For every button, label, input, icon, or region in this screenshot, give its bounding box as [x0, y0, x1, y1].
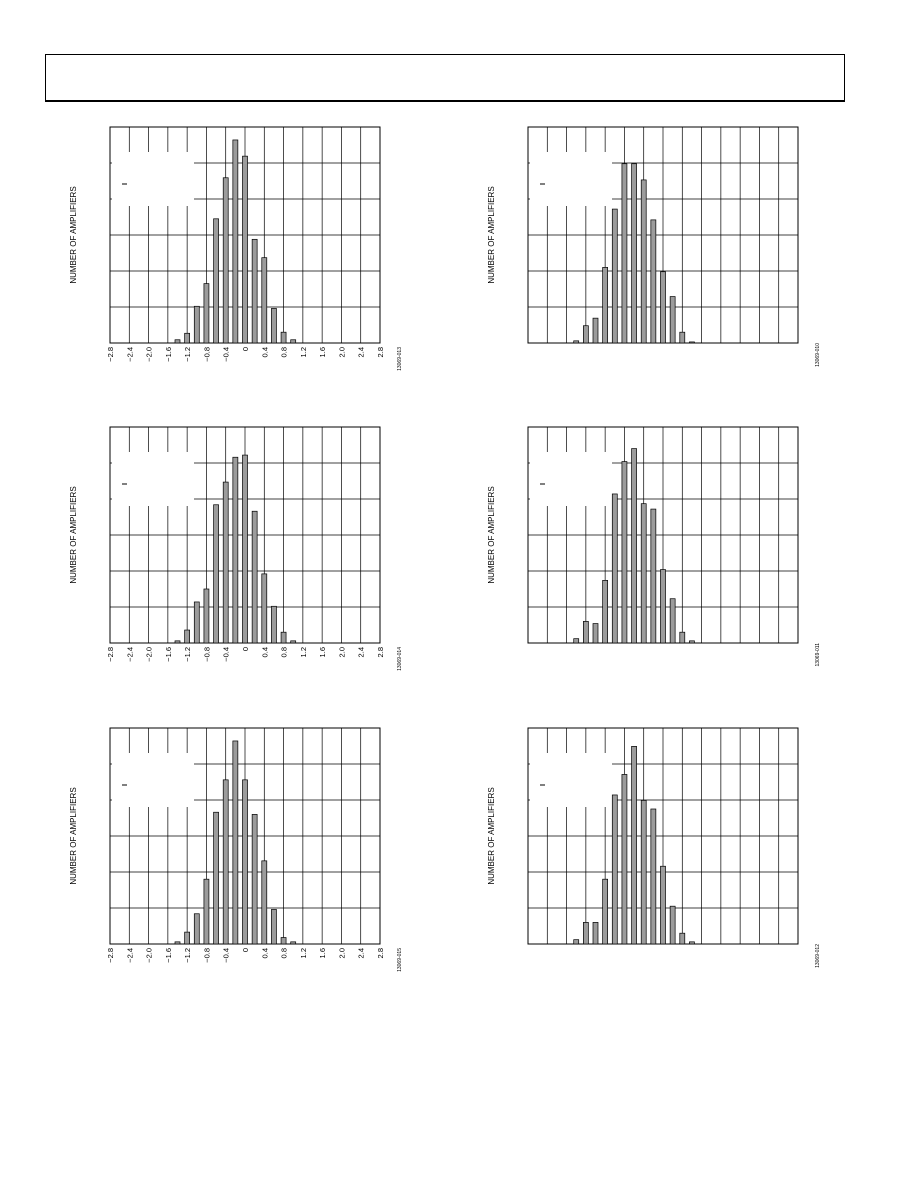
histogram-bar	[175, 942, 180, 944]
x-tick-label: −0.4	[221, 647, 231, 662]
x-tick-label: −0.8	[202, 948, 212, 963]
y-axis-label: NUMBER OF AMPLIFIERS	[487, 486, 496, 584]
x-tick-label: 2.0	[337, 347, 347, 358]
x-tick-label: −0.4	[221, 948, 231, 963]
x-tick-label: −1.2	[183, 948, 193, 963]
histogram-bar	[574, 341, 579, 343]
x-tick-label: 1.2	[298, 948, 308, 959]
x-tick-label: 0	[241, 948, 250, 953]
x-tick-label: 1.2	[298, 647, 308, 658]
x-tick-label: −2.8	[106, 948, 115, 963]
x-tick-label: 0.4	[260, 647, 270, 658]
histogram-chart-2	[487, 127, 821, 367]
histogram-bar	[271, 606, 276, 643]
histogram-bar	[603, 267, 608, 343]
x-tick-label: −2.0	[144, 347, 154, 362]
legend-area	[112, 452, 194, 506]
histogram-bar	[612, 795, 617, 944]
histogram-bar	[612, 494, 617, 643]
histogram-bar	[291, 942, 296, 944]
x-tick-label: −0.8	[202, 347, 212, 362]
histogram-bar	[689, 942, 694, 944]
histogram-bar	[583, 922, 588, 944]
legend-area	[530, 452, 612, 506]
histogram-bar	[670, 599, 675, 643]
histogram-bar	[194, 914, 199, 944]
histogram-bar	[223, 780, 228, 944]
histogram-bar	[243, 455, 248, 643]
y-axis-label: NUMBER OF AMPLIFIERS	[69, 186, 78, 284]
histogram-bar	[603, 879, 608, 944]
histogram-bar	[214, 505, 219, 643]
figure-id: 13069-010	[815, 343, 821, 367]
x-tick-label: 1.6	[318, 347, 328, 358]
histogram-bar	[243, 780, 248, 944]
histogram-bar	[214, 812, 219, 944]
x-tick-label: 2.8	[376, 647, 385, 658]
histogram-bar	[233, 140, 238, 343]
histogram-chart-4	[487, 427, 821, 667]
histogram-bar	[252, 511, 257, 643]
histogram-bar	[204, 284, 209, 343]
histogram-bar	[271, 909, 276, 944]
histogram-bar	[593, 318, 598, 343]
histogram-bar	[262, 574, 267, 643]
legend-area	[530, 753, 612, 807]
figure-id: 13069-012	[815, 944, 821, 968]
x-tick-label: 0.4	[260, 347, 270, 358]
histogram-bar	[252, 814, 257, 944]
histogram-bar	[670, 906, 675, 944]
histogram-bar	[204, 879, 209, 944]
histogram-bar	[185, 630, 190, 643]
x-tick-label: 0	[241, 347, 250, 352]
x-tick-label: −2.4	[125, 647, 135, 662]
histogram-chart-6	[487, 728, 821, 968]
histogram-bar	[680, 332, 685, 343]
histogram-bar	[574, 940, 579, 944]
histogram-bar	[641, 180, 646, 343]
histogram-bar	[661, 866, 666, 944]
x-tick-label: −1.2	[183, 647, 193, 662]
x-tick-label: −2.4	[125, 948, 135, 963]
histogram-bar	[204, 589, 209, 643]
y-axis-label: NUMBER OF AMPLIFIERS	[69, 486, 78, 584]
x-tick-label: 0.8	[279, 948, 289, 959]
histogram-bar	[622, 164, 627, 343]
histogram-bar	[680, 933, 685, 944]
x-tick-label: 0.8	[279, 347, 289, 358]
x-tick-label: 2.0	[337, 948, 347, 959]
figure-id: 13069-014	[397, 647, 403, 671]
figure-id: 13069-015	[397, 948, 403, 972]
histogram-bar	[243, 156, 248, 343]
histogram-bar	[233, 457, 238, 643]
histogram-bar	[670, 297, 675, 343]
x-tick-label: 2.4	[356, 347, 366, 358]
histogram-bar	[622, 462, 627, 643]
figure-id: 13069-013	[397, 347, 403, 371]
histogram-bar	[175, 340, 180, 343]
x-tick-label: −0.8	[202, 647, 212, 662]
y-axis-label: NUMBER OF AMPLIFIERS	[487, 787, 496, 885]
histogram-bar	[262, 258, 267, 343]
histogram-bar	[689, 641, 694, 643]
x-tick-label: −1.6	[163, 347, 173, 362]
x-tick-label: 0.8	[279, 647, 289, 658]
legend-area	[112, 753, 194, 807]
histogram-bar	[583, 326, 588, 343]
x-tick-label: 2.8	[376, 347, 385, 358]
histogram-bar	[185, 333, 190, 343]
histogram-chart-5	[69, 728, 403, 972]
y-axis-label: NUMBER OF AMPLIFIERS	[487, 186, 496, 284]
x-tick-label: 0	[241, 647, 250, 652]
x-tick-label: 1.2	[298, 347, 308, 358]
histogram-bar	[223, 178, 228, 343]
x-tick-label: 1.6	[318, 948, 328, 959]
histogram-bar	[661, 570, 666, 643]
histogram-bar	[583, 621, 588, 643]
x-tick-label: 2.0	[337, 647, 347, 658]
histogram-chart-1	[69, 127, 403, 371]
histogram-bar	[194, 602, 199, 643]
x-tick-label: −2.8	[106, 347, 115, 362]
histogram-bar	[632, 164, 637, 343]
x-tick-label: −1.6	[163, 948, 173, 963]
histogram-bar	[574, 639, 579, 643]
histogram-bar	[185, 932, 190, 944]
histogram-bar	[612, 209, 617, 343]
figure-id: 13069-011	[815, 643, 821, 667]
x-tick-label: 2.8	[376, 948, 385, 959]
histogram-bar	[651, 809, 656, 944]
x-tick-label: −2.4	[125, 347, 135, 362]
histogram-bar	[689, 342, 694, 343]
histogram-bar	[291, 340, 296, 343]
histogram-chart-3	[69, 427, 403, 671]
x-tick-label: −2.8	[106, 647, 115, 662]
histogram-bar	[603, 580, 608, 643]
histogram-bar	[641, 504, 646, 643]
legend-area	[530, 152, 612, 206]
x-tick-label: 2.4	[356, 647, 366, 658]
x-tick-label: 2.4	[356, 948, 366, 959]
x-tick-label: 0.4	[260, 948, 270, 959]
histogram-bar	[651, 220, 656, 343]
x-tick-label: −1.6	[163, 647, 173, 662]
histogram-bar	[680, 632, 685, 643]
histogram-bar	[281, 632, 286, 643]
x-tick-label: −2.0	[144, 647, 154, 662]
histogram-bar	[175, 641, 180, 643]
histogram-bar	[262, 861, 267, 944]
histogram-bar	[271, 308, 276, 343]
y-axis-label: NUMBER OF AMPLIFIERS	[69, 787, 78, 885]
histogram-bar	[291, 641, 296, 643]
histogram-bar	[194, 306, 199, 343]
histogram-bar	[252, 239, 257, 343]
x-tick-label: −0.4	[221, 347, 231, 362]
x-tick-label: 1.6	[318, 647, 328, 658]
histogram-bar	[651, 509, 656, 643]
histogram-bar	[661, 272, 666, 343]
histogram-bar	[223, 482, 228, 643]
histogram-bar	[632, 449, 637, 643]
legend-area	[112, 152, 194, 206]
histogram-bar	[214, 219, 219, 343]
histogram-bar	[622, 774, 627, 944]
x-tick-label: −1.2	[183, 347, 193, 362]
histogram-bar	[233, 741, 238, 944]
x-tick-label: −2.0	[144, 948, 154, 963]
histogram-bar	[632, 746, 637, 944]
histogram-bar	[593, 624, 598, 643]
histogram-bar	[641, 800, 646, 944]
histogram-bar	[281, 938, 286, 944]
histogram-bar	[281, 332, 286, 343]
histogram-bar	[593, 922, 598, 944]
